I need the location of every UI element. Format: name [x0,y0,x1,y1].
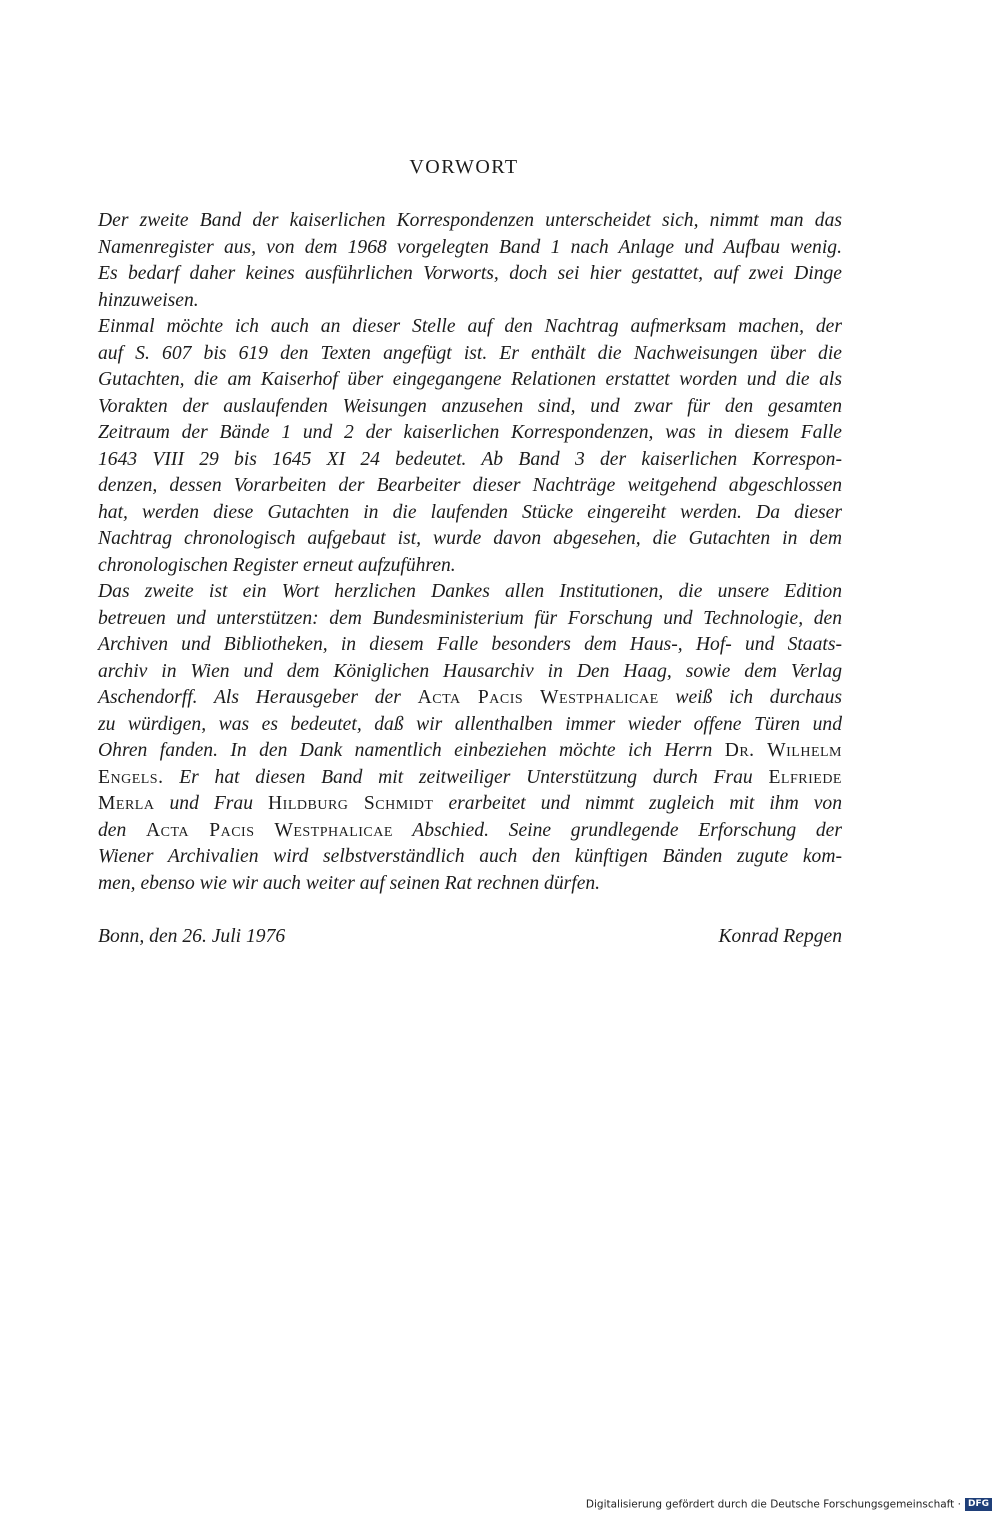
person-name: Hildburg Schmidt [268,793,434,814]
text-line: Gutachten, die am Kaiserhof über eingegangene Relationen erstattet worden und die als [98,369,842,390]
text-line: auf S. 607 bis 619 den Texten angefügt ist. Er enthält die Nachweisungen über die [98,342,842,364]
text-line: hinzuweisen. [98,289,199,311]
text-segment: den [98,819,127,841]
text-segment: weiß ich durchaus [675,687,842,708]
place-date: Bonn, den 26. Juli 1976 [98,926,286,947]
person-name: Merla [98,793,155,814]
text-line: betreuen und unterstützen: dem Bundesministerium für Forschung und Technologie, den [98,607,842,629]
text-line: archiv in Wien und dem Königlichen Hausarchiv in Den Haag, sowie dem Verlag [98,660,842,682]
text-line [98,818,842,845]
text-line: Einmal möchte ich auch an dieser Stelle auf den Nachtrag aufmerksam machen, der [98,316,842,337]
text-line: Nachtrag chronologisch aufgebaut ist, wurde davon abgesehen, die Gutachten in dem [98,528,842,549]
person-name: Engels. [98,766,164,788]
text-line: Archiven und Bibliotheken, in diesem Falle besonders dem Haus-, Hof- und Staats- [98,634,842,655]
series-name: Acta Pacis Westphalicae [417,687,659,708]
dfg-logo-icon: DFG [965,1498,992,1511]
page-title: VORWORT [409,156,519,178]
text-line: hat, werden diese Gutachten in die laufenden Stücke eingereiht werden. Da dieser [98,501,842,523]
credit-text: Digitalisierung gefördert durch die Deutsche Forschungsgemeinschaft · [585,1498,961,1511]
signature: Konrad Repgen [718,926,842,947]
text-segment: Aschendorff. Als Herausgeber der [98,687,401,708]
text-line: Das zweite ist ein Wort herzlichen Dankes allen Institutionen, die unsere Edition [98,581,842,602]
text-line: denzen, dessen Vorarbeiten der Bearbeiter dieser Nachträge weitgehend abgeschlossen [98,475,842,496]
text-line: Namenregister aus, von dem 1968 vorgelegten Band 1 nach Anlage und Aufbau wenig. [98,236,842,258]
text-line: zu würdigen, was es bedeutet, daß wir allenthalben immer wieder offene Türen und [98,713,842,735]
text-segment: Er hat diesen Band mit zeitweiliger Unterstützung durch Frau [179,766,753,788]
text-line [98,738,842,765]
text-line: Es bedarf daher keines ausführlichen Vorworts, doch sei hier gestattet, auf zwei Dinge [98,263,842,284]
preface-body [98,208,842,897]
text-line [98,685,842,712]
digitization-credit [0,1498,992,1511]
text-line: 1643 VIII 29 bis 1645 XI 24 bedeutet. Ab Band 3 der kaiserlichen Korrespon- [98,448,842,470]
text-line [98,765,842,792]
person-name: Elfriede [768,766,842,788]
text-line: men, ebenso wie wir auch weiter auf seinen Rat rechnen dürfen. [98,872,601,894]
text-segment: Ohren fanden. In den Dank namentlich einbeziehen möchte ich Herrn [98,740,713,761]
text-line: Vorakten der auslaufenden Weisungen anzusehen sind, und zwar für den gesamten [98,395,842,417]
text-line: Wiener Archivalien wird selbstverständlich auch den künftigen Bänden zugute kom- [98,846,842,867]
text-line [98,791,842,818]
text-line: Zeitraum der Bände 1 und 2 der kaiserlichen Korrespondenzen, was in diesem Falle [98,422,842,443]
series-name: Acta Pacis Westphalicae [145,819,393,841]
person-name: Dr. Wilhelm [724,740,842,761]
text-segment: Abschied. Seine grundlegende Erforschung der [412,819,842,841]
text-segment: und Frau [169,793,254,814]
text-segment: erarbeitet und nimmt zugleich mit ihm von [448,793,842,814]
text-line: Der zweite Band der kaiserlichen Korrespondenzen unterscheidet sich, nimmt man das [98,210,842,231]
text-line: chronologischen Register erneut aufzuführen. [98,554,456,576]
